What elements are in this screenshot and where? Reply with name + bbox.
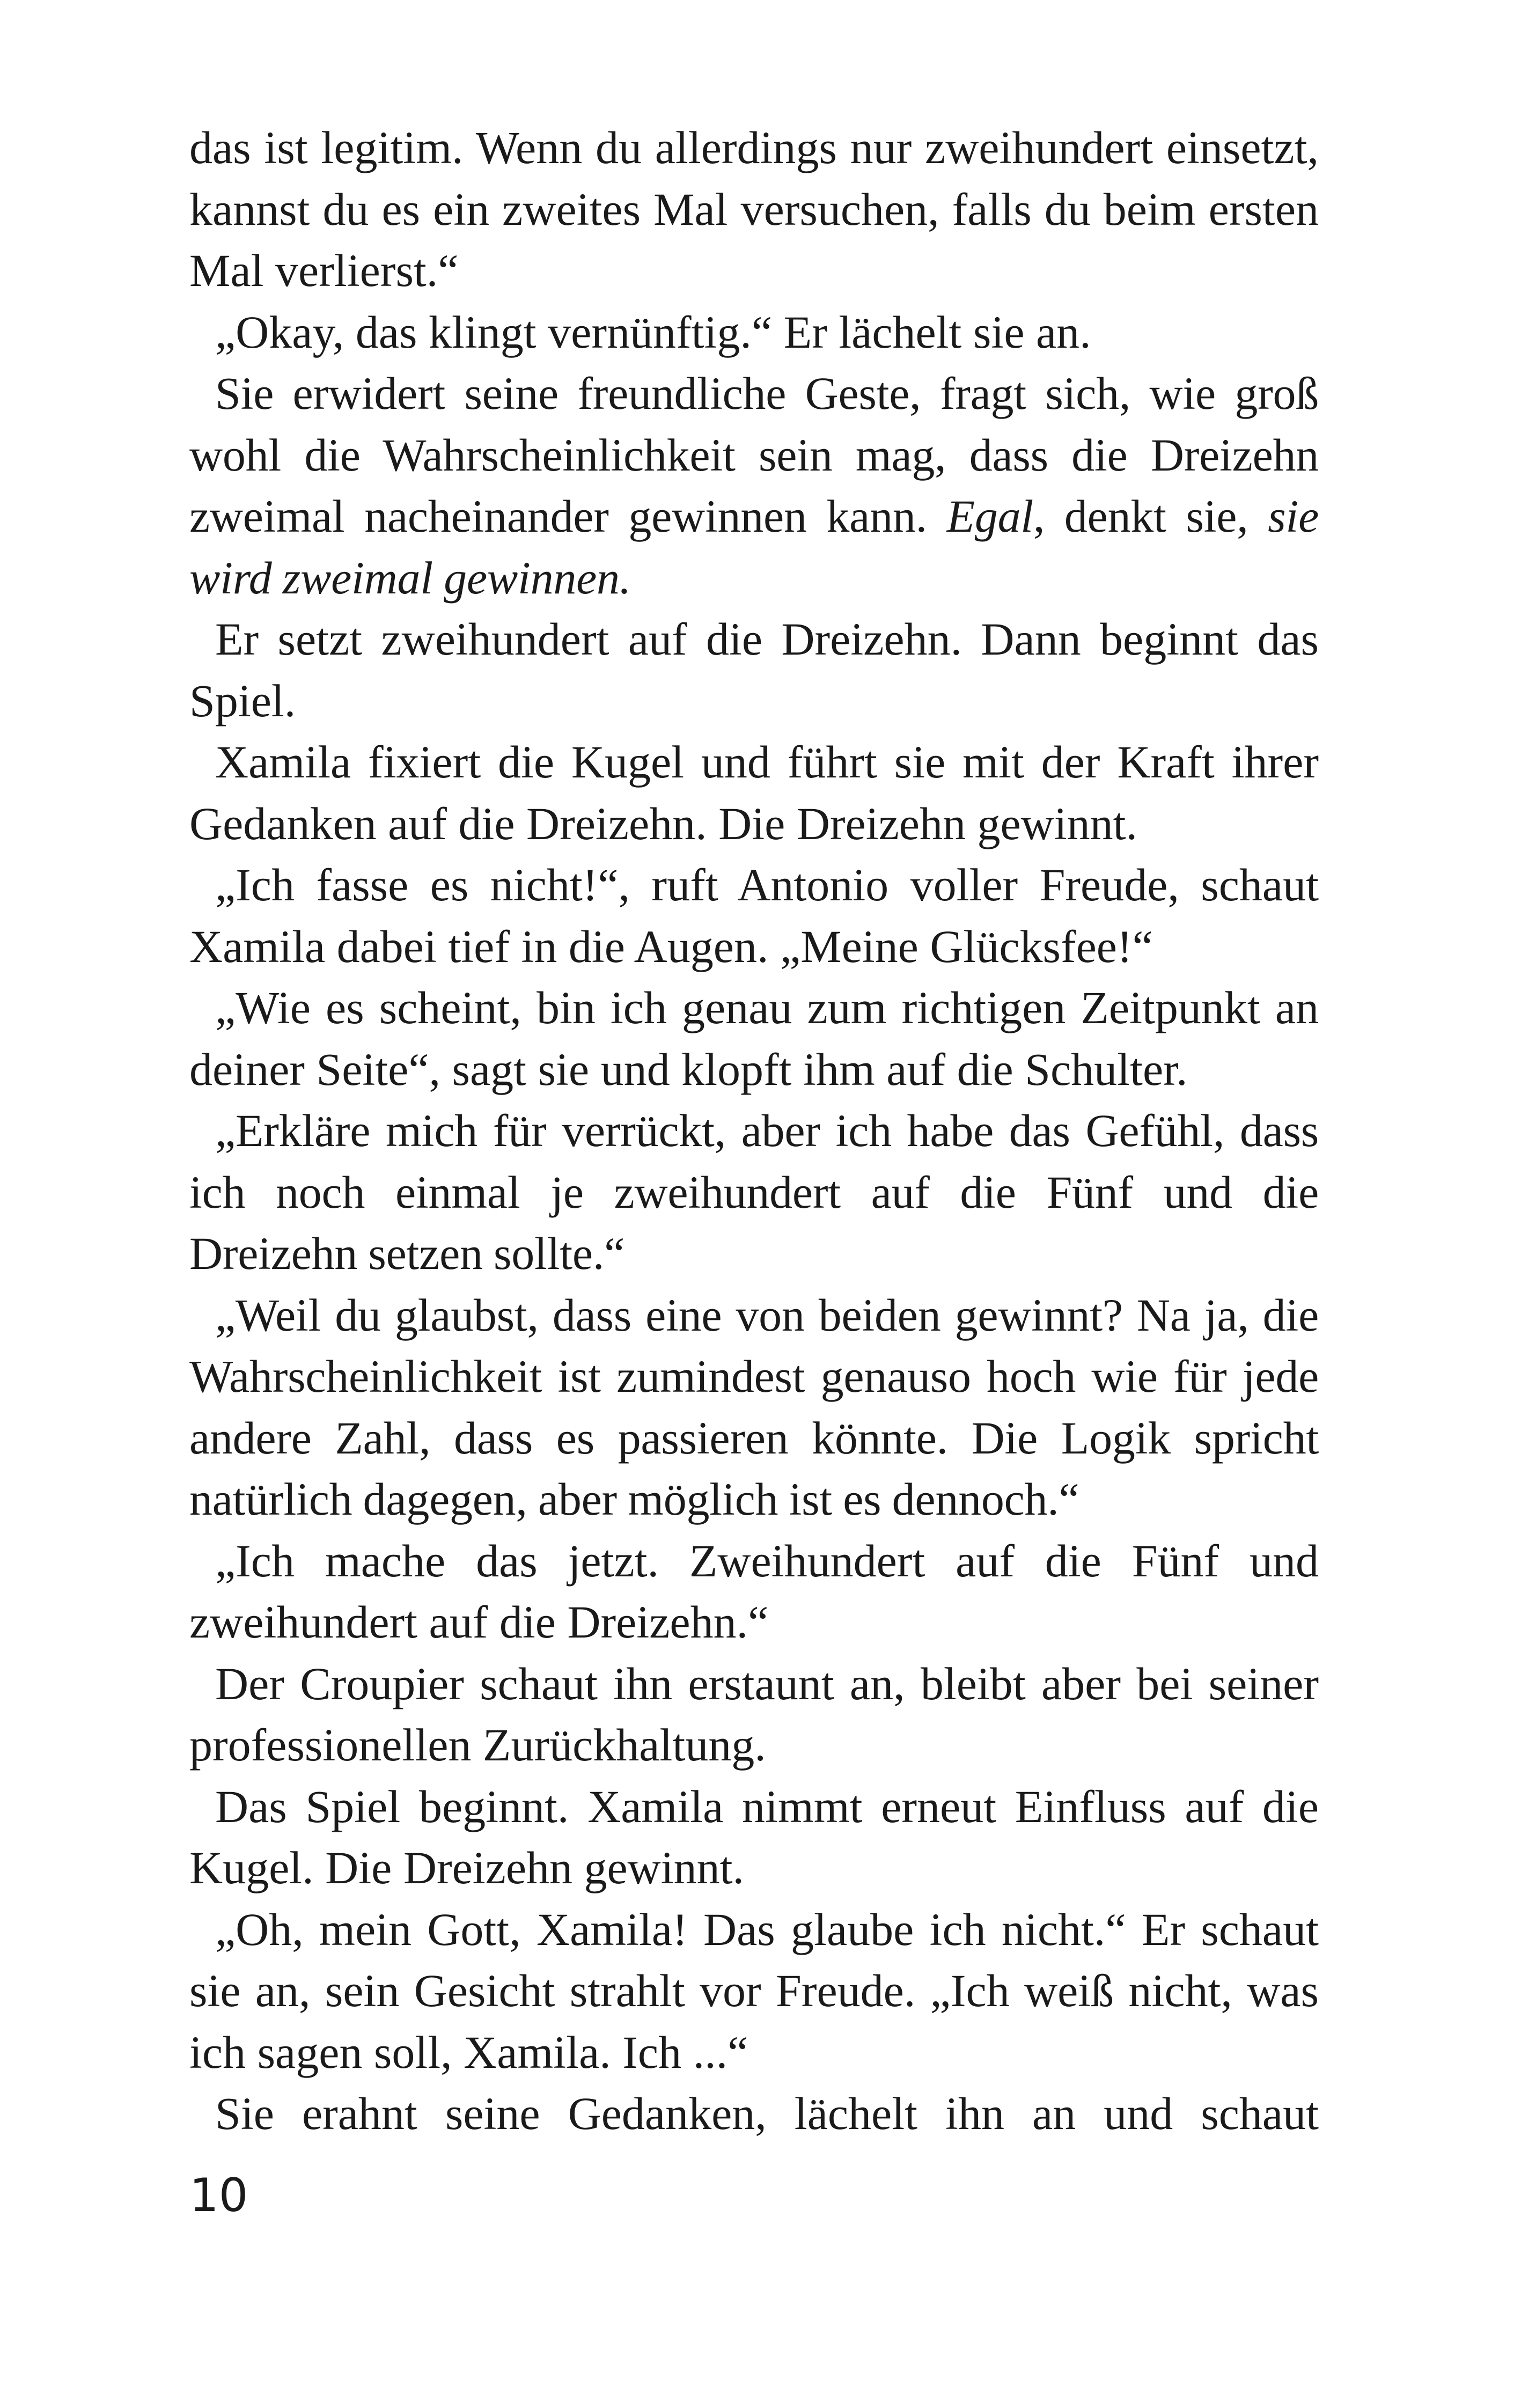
text-run: , denkt sie, xyxy=(1033,490,1268,542)
paragraph xyxy=(189,1530,1319,1653)
body-text xyxy=(189,117,1319,2145)
text-run: Xamila fixiert die Kugel und führt sie mit der Kraft ihrer Gedanken auf die Dreizehn. Die Dreizehn gewinnt. xyxy=(189,736,1319,849)
text-run: „Ich mache das jetzt. Zweihundert auf die Fünf und zweihundert auf die Dreizehn.“ xyxy=(189,1535,1319,1648)
paragraph xyxy=(189,363,1319,608)
paragraph xyxy=(189,1653,1319,1776)
paragraph xyxy=(189,731,1319,854)
text-run: „Okay, das klingt vernünftig.“ Er lächelt sie an. xyxy=(215,306,1091,358)
page-number: 10 xyxy=(189,2169,248,2222)
paragraph xyxy=(189,2083,1319,2145)
text-run: Er setzt zweihundert auf die Dreizehn. Dann beginnt das Spiel. xyxy=(189,613,1319,726)
paragraph xyxy=(189,1100,1319,1284)
paragraph xyxy=(189,608,1319,731)
text-run: Sie erahnt seine Gedanken, lächelt ihn an und schaut xyxy=(215,2088,1319,2139)
paragraph xyxy=(189,1284,1319,1530)
text-run: das ist legitim. Wenn du allerdings nur zweihundert einsetzt, kannst du es ein zweites Mal versuchen, falls du beim ersten Mal verlierst.“ xyxy=(189,122,1319,296)
text-run: „Erkläre mich für verrückt, aber ich habe das Gefühl, dass ich noch einmal je zweihundert auf die Fünf und die Dreizehn setzen sollte.“ xyxy=(189,1105,1319,1279)
text-run: Sie erwidert seine freundliche Geste, fragt sich, wie groß wohl die Wahrscheinlichkeit sein mag, dass die Dreizehn zweimal nacheinander gewinnen kann. xyxy=(189,368,1319,542)
text-run: „Wie es scheint, bin ich genau zum richtigen Zeitpunkt an deiner Seite“, sagt sie und klopft ihm auf die Schulter. xyxy=(189,982,1319,1095)
paragraph xyxy=(189,1899,1319,2083)
paragraph xyxy=(189,1776,1319,1899)
text-run: Der Croupier schaut ihn erstaunt an, bleibt aber bei seiner professionellen Zurückhaltung. xyxy=(189,1657,1319,1771)
paragraph xyxy=(189,117,1319,302)
paragraph xyxy=(189,854,1319,977)
paragraph xyxy=(189,302,1319,363)
text-run: „Weil du glaubst, dass eine von beiden gewinnt? Na ja, die Wahrscheinlichkeit ist zumindest genauso hoch wie für jede andere Zahl, dass es passieren könnte. Die Logik spricht natürlich dagegen, aber möglich ist es dennoch.“ xyxy=(189,1289,1319,1525)
paragraph xyxy=(189,977,1319,1100)
italic-text: sie wird zweimal gewinnen. xyxy=(189,490,1319,604)
text-run: Das Spiel beginnt. Xamila nimmt erneut Einfluss auf die Kugel. Die Dreizehn gewinnt. xyxy=(189,1780,1319,1893)
italic-text: Egal xyxy=(946,490,1033,542)
text-run: „Oh, mein Gott, Xamila! Das glaube ich nicht.“ Er schaut sie an, sein Gesicht strahlt vor Freude. „Ich weiß nicht, was ich sagen soll, Xamila. Ich ...“ xyxy=(189,1903,1319,2078)
text-run: „Ich fasse es nicht!“, ruft Antonio voller Freude, schaut Xamila dabei tief in die Augen. „Meine Glücksfee!“ xyxy=(189,859,1319,972)
